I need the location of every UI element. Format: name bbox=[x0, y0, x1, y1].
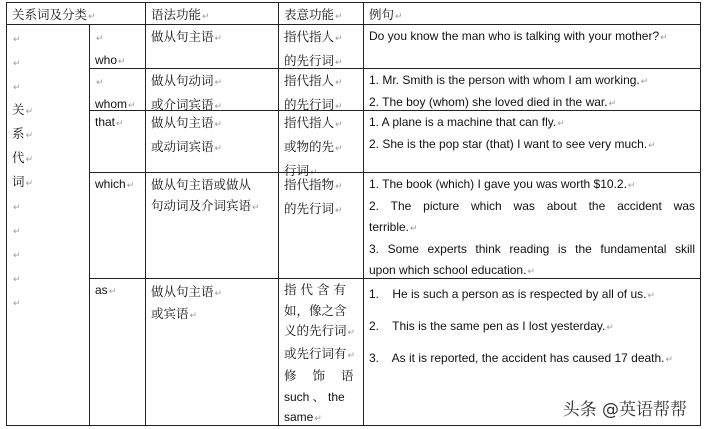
word-cell: which ↵ bbox=[89, 172, 146, 279]
examples-cell: Do you know the man who is talking with your mother? ↵ bbox=[363, 24, 701, 69]
grammar-cell: 做从句主语 ↵ bbox=[145, 24, 279, 69]
meaning-cell: 指代指人 ↵ 的先行词 ↵ bbox=[278, 24, 364, 69]
meaning-cell: 指代指物 ↵ 的先行词 ↵ bbox=[278, 172, 364, 279]
word-cell: ↵ who ↵ bbox=[89, 24, 146, 69]
grammar-cell: 做从句主语 ↵ 或动词宾语 ↵ bbox=[145, 110, 279, 173]
header-category: 关系词及分类 ↵ bbox=[6, 2, 146, 25]
examples-cell: 1. He is such a person as is respected by all of us. ↵ 2. This is the same pen as I lost yesterday. ↵ 3. As it is reported, the accident has caused 17 death. ↵ bbox=[363, 278, 701, 426]
grammar-cell: 做从句主语或做从 句动词及介词宾语 ↵ bbox=[145, 172, 279, 279]
meaning-cell: 指代指人 ↵ 或物的先 ↵ 行词 ↵ bbox=[278, 110, 364, 173]
grammar-cell: 做从句主语 ↵ 或宾语 ↵ bbox=[145, 278, 279, 426]
group-cell-relative-pronouns: ↵ ↵ ↵ 关 ↵ 系 ↵ 代 ↵ 词 ↵ ↵ ↵ ↵ ↵ ↵ bbox=[6, 24, 90, 426]
examples-cell: 1. Mr. Smith is the person with whom I am working. ↵ 2. The boy (whom) she loved died in the war. ↵ bbox=[363, 68, 701, 111]
header-grammar: 语法功能 ↵ bbox=[145, 2, 279, 25]
header-meaning: 表意功能 ↵ bbox=[278, 2, 364, 25]
meaning-cell: 指代指人 ↵ 的先行词 ↵ bbox=[278, 68, 364, 111]
examples-cell: 1. The book (which) I gave you was worth $10.2. ↵ 2. The picture which was about the accident was terrible. ↵ 3. Some experts think reading is the fundamental skill upon which school education. ↵ bbox=[363, 172, 701, 279]
grammar-cell: 做从句动词 ↵ 或介词宾语 ↵ bbox=[145, 68, 279, 111]
word-cell: that ↵ bbox=[89, 110, 146, 173]
watermark: 头条 @英语帮帮 bbox=[560, 395, 690, 420]
word-cell: as ↵ bbox=[89, 278, 146, 426]
examples-cell: 1. A plane is a machine that can fly. ↵ 2. She is the pop star (that) I want to see very much. ↵ bbox=[363, 110, 701, 173]
word-cell: ↵ whom ↵ bbox=[89, 68, 146, 111]
meaning-cell: 指 代 含 有 如，像之含 义的先行词 ↵ 或先行词有 ↵ 修 饰 语 such 、 the same ↵ bbox=[278, 278, 364, 426]
header-examples: 例句 ↵ bbox=[363, 2, 701, 25]
